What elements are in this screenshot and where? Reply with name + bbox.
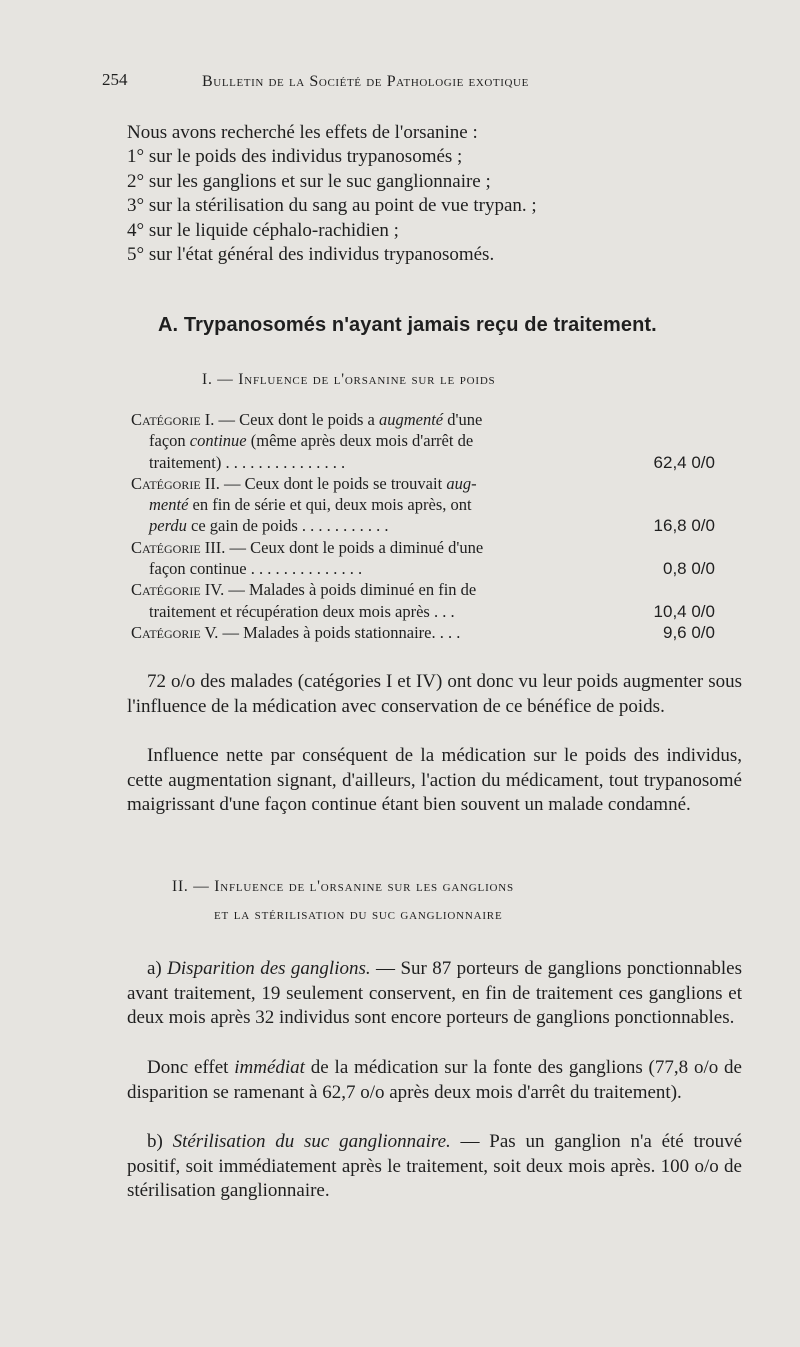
category-row: Catégorie IV. — Malades à poids diminué en fin de traitement et récupération deux mois après . . . 10,4 0/0 xyxy=(131,580,715,621)
section-a-heading: A. Trypanosomés n'ayant jamais reçu de traitement. xyxy=(158,314,657,336)
category-table xyxy=(131,409,715,643)
intro-item: 3° sur la stérilisation du sang au point de vue trypan. ; xyxy=(127,195,537,217)
category-value: 16,8 0/0 xyxy=(653,516,715,536)
section-2-heading: II. — Influence de l'orsanine sur les ganglions xyxy=(172,878,514,895)
intro-item: 1° sur le poids des individus trypanosomés ; xyxy=(127,146,463,167)
paragraph-immediate-effect: Donc effet immédiat de la médication sur la fonte des ganglions (77,8 o/o de disparition se ramenant à 62,7 o/o après deux mois d'arrêt du traitement). xyxy=(127,1057,742,1103)
intro-item: 2° sur les ganglions et sur le suc ganglionnaire ; xyxy=(127,170,491,192)
intro-lead: Nous avons recherché les effets de l'orsanine : xyxy=(127,122,478,143)
paragraph-weight-summary: 72 o/o des malades (catégories I et IV) ont donc vu leur poids augmenter sous l'influence de la médication avec conservation de ce bénéfice de poids. xyxy=(127,671,742,717)
category-label: Catégorie V. xyxy=(131,622,219,642)
journal-title: Bulletin de la Société de Pathologie exotique xyxy=(202,73,529,90)
section-2-subheading: et la stérilisation du suc ganglionnaire xyxy=(214,906,503,923)
category-label: Catégorie I. xyxy=(131,410,215,429)
category-value: 0,8 0/0 xyxy=(663,559,715,579)
category-value: 62,4 0/0 xyxy=(653,452,715,472)
category-label: Catégorie IV. xyxy=(131,580,225,600)
intro-item: 4° sur le liquide céphalo-rachidien ; xyxy=(127,219,399,241)
intro-list xyxy=(127,145,742,268)
paragraph-weight-influence: Influence nette par conséquent de la médication sur le poids des individus, cette augmentation signant, d'ailleurs, l'action du médicament, tout trypanosomé maigrissant d'une façon continue étant bien souvent un malade condamné. xyxy=(127,745,742,815)
page-number: 254 xyxy=(102,70,128,89)
category-row: Catégorie II. — Ceux dont le poids se trouvait aug- menté en fin de série et qui, deux mois après, ont perdu ce gain de poids . . . . . . . . . . . 16,8 0/0 xyxy=(131,473,715,536)
category-value: 9,6 0/0 xyxy=(663,622,715,642)
paragraph-ganglion-disappearance: a) Disparition des ganglions. — Sur 87 porteurs de ganglions ponctionnables avant traitement, 19 seulement conservent, en fin de traitement ces ganglions et deux mois après 32 individus sont encore porteurs de ganglions ponctionnables. xyxy=(127,958,742,1028)
category-row: Catégorie I. — Ceux dont le poids a augmenté d'une façon continue (même après deux mois d'arrêt de traitement) . . . . . . . . . . . . . . . 62,4 0/0 xyxy=(131,410,715,472)
paragraph-sterilization: b) Stérilisation du suc ganglionnaire. — Pas un ganglion n'a été trouvé positif, soit immédiatement après le traitement, soit deux mois après. 100 o/o de stérilisation ganglionnaire. xyxy=(127,1131,743,1201)
ganglion-disappearance-title: Disparition des ganglions. xyxy=(167,958,371,979)
category-value: 10,4 0/0 xyxy=(653,601,715,621)
category-row: Catégorie III. — Ceux dont le poids a diminué d'une façon continue . . . . . . . . . . . . . . 0,8 0/0 xyxy=(131,537,715,579)
category-label: Catégorie II. xyxy=(131,473,220,493)
intro-item: 5° sur l'état général des individus trypanosomés. xyxy=(127,244,495,266)
section-1-heading: I. — Influence de l'orsanine sur le poids xyxy=(202,371,496,388)
sterilization-title: Stérilisation du suc ganglionnaire. xyxy=(172,1131,451,1152)
category-label: Catégorie III. xyxy=(131,537,226,557)
category-row: Catégorie V. — Malades à poids stationnaire. . . . 9,6 0/0 xyxy=(131,622,715,642)
